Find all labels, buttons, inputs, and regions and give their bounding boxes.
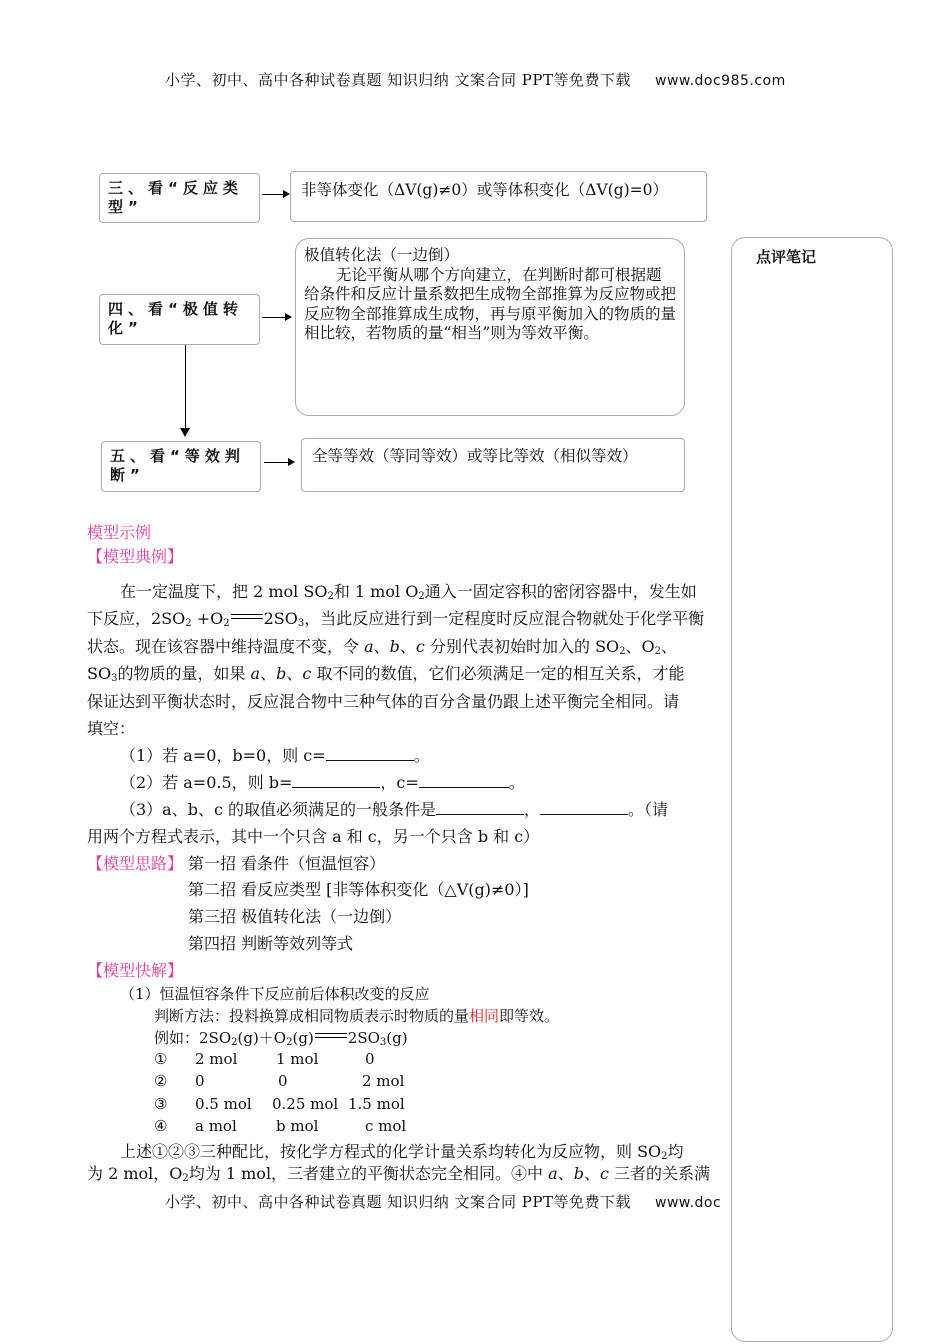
solution-line-2: 判断方法：投料换算成相同物质表示时物质的量相同即等效。	[154, 1007, 560, 1025]
table-cell: 2 mol	[362, 1072, 405, 1090]
question-3-note: 用两个方程式表示，其中一个只含 a 和 c，另一个只含 b 和 c）	[87, 827, 540, 846]
typical-example-tag: 【模型典例】	[87, 547, 184, 566]
table-cell: a mol	[195, 1117, 237, 1135]
table-row-marker: ①	[154, 1050, 168, 1068]
solution-equation: 例如：$2SO_2(g)+O_2(g)$ $2SO_3(g)$	[154, 1029, 408, 1048]
problem-line-4: $SO_3$的物质的量，如果 a、b、c 取不同的数值，它们必须满足一定的相互关系，才能	[87, 664, 685, 684]
table-cell: b mol	[276, 1117, 319, 1135]
problem-line-2: 下反应，$2SO_2 +O_2$ $2SO_3$，当此反应进行到一定程度时反应混合物就处于化学平衡	[87, 609, 705, 629]
table-row-marker: ③	[154, 1095, 168, 1113]
page-footer	[165, 1191, 731, 1212]
flow-step-4-title: 极值转化法（一边倒）	[304, 246, 460, 264]
table-cell: 0	[365, 1050, 375, 1068]
section-title: 模型示例	[87, 523, 152, 542]
question-2: （2）若 a=0.5，则 b= ，c= 。	[120, 773, 525, 792]
arrow-right-icon	[262, 194, 284, 195]
arrow-right-icon	[262, 317, 286, 318]
thinking-step-2: 第二招 看反应类型 [非等体积变化（△V(g)≠0）]	[188, 880, 529, 899]
flow-step-4-text: 无论平衡从哪个方向建立，在判断时都可根据题给条件和反应计量系数把生成物全部推算为反应物或把反应物全部推算成生成物，再与原平衡加入的物质的量相比较，若物质的量“相当”则为等效平衡。	[304, 265, 677, 342]
thinking-step-1: 第一招 看条件（恒温恒容）	[188, 854, 386, 873]
footer-banner: 小学、初中、高中各种试卷真题 知识归纳 文案合同 PPT等免费下载	[165, 1193, 631, 1211]
answer-blank[interactable]	[436, 800, 524, 815]
answer-blank[interactable]	[292, 773, 380, 788]
problem-line-1: 在一定温度下，把 2 mol $SO_2$和 1 mol $O_2$通入一固定容积的密闭容器中，发生如	[120, 582, 697, 602]
table-cell: 1.5 mol	[348, 1095, 405, 1113]
flow-step-5-label: 五、看“等效判断”	[101, 441, 261, 492]
conclusion-line-1: 上述①②③三种配比，按化学方程式的化学计量关系均转化为反应物，则 $SO_2$均	[120, 1142, 684, 1162]
table-cell: 0	[195, 1072, 205, 1090]
equilibrium-arrow-icon	[231, 612, 263, 622]
conclusion-line-2: 为 2 mol，$O_2$均为 1 mol，三者建立的平衡状态完全相同。④中 a、b、c 三者的关系满	[87, 1164, 711, 1184]
table-cell: c mol	[365, 1117, 407, 1135]
solution-line-1: （1）恒温恒容条件下反应前后体积改变的反应	[120, 985, 430, 1003]
footer-site-link[interactable]: www.doc	[655, 1195, 722, 1211]
problem-line-3: 状态。现在该容器中维持温度不变，令 a、b、c 分别代表初始时加入的 $SO_2$、$O_2$、	[87, 637, 678, 657]
connector-line	[185, 345, 186, 429]
thinking-step-4: 第四招 判断等效列等式	[188, 934, 354, 953]
arrow-down-icon	[180, 428, 190, 437]
equilibrium-arrow-icon	[315, 1031, 347, 1041]
notes-sidebar-title: 点评笔记	[756, 248, 817, 266]
answer-blank[interactable]	[540, 800, 628, 815]
flow-step-4-content	[295, 238, 685, 416]
table-cell: 0	[278, 1072, 288, 1090]
problem-line-6: 填空：	[87, 719, 136, 738]
thinking-step-3: 第三招 极值转化法（一边倒）	[188, 907, 402, 926]
answer-blank[interactable]	[419, 773, 509, 788]
table-cell: 2 mol	[195, 1050, 238, 1068]
flow-step-5-content: 全等等效（等同等效）或等比等效（相似等效）	[301, 438, 685, 492]
table-row-marker: ②	[154, 1072, 168, 1090]
header-banner: 小学、初中、高中各种试卷真题 知识归纳 文案合同 PPT等免费下载	[165, 71, 631, 89]
table-cell: 1 mol	[276, 1050, 319, 1068]
flow-step-4-label: 四、看“极值转化”	[99, 294, 260, 345]
quick-solution-tag: 【模型快解】	[87, 961, 184, 980]
table-cell: 0.25 mol	[272, 1095, 339, 1113]
arrow-right-icon	[264, 462, 289, 463]
table-cell: 0.5 mol	[195, 1095, 252, 1113]
table-row-marker: ④	[154, 1117, 168, 1135]
header-site-link[interactable]: www.doc985.com	[655, 73, 786, 89]
notes-sidebar	[731, 237, 893, 1342]
flow-step-3-content: 非等体变化（ΔV(g)≠0）或等体积变化（ΔV(g)=0）	[290, 171, 707, 222]
thinking-tag: 【模型思路】	[87, 854, 184, 873]
answer-blank[interactable]	[326, 746, 414, 761]
problem-line-5: 保证达到平衡状态时，反应混合物中三种气体的百分含量仍跟上述平衡完全相同。请	[87, 692, 680, 711]
question-3: （3）a、b、c 的取值必须满足的一般条件是 ， 。（请	[120, 800, 669, 819]
question-1: （1）若 a=0，b=0，则 c= 。	[120, 746, 430, 765]
flow-step-3-label: 三、看“反应类型”	[99, 173, 260, 223]
page-header	[165, 69, 786, 90]
